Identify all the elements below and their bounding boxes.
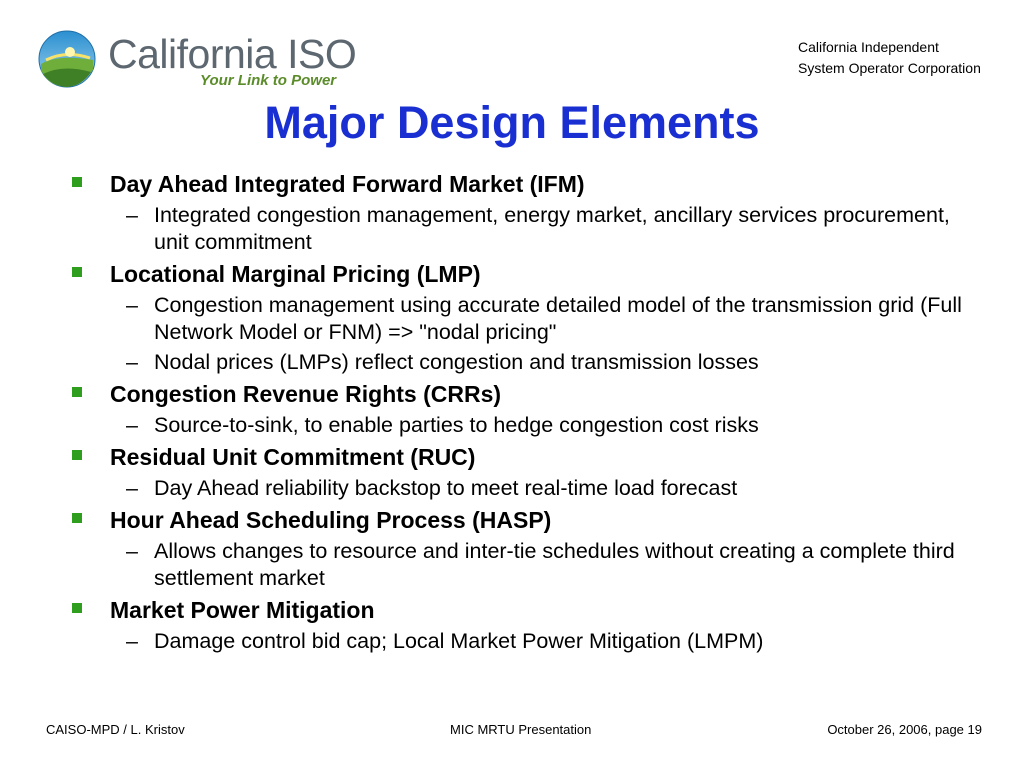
bullet-text: Congestion Revenue Rights (CRRs) (110, 381, 502, 407)
corporation-name (798, 37, 998, 79)
slide-title: Major Design Elements (264, 97, 760, 148)
bullet-item (70, 259, 970, 289)
dash-icon: – (126, 539, 138, 563)
california-iso-logo (38, 30, 357, 92)
bullet-text: Hour Ahead Scheduling Process (HASP) (110, 507, 552, 533)
square-bullet-icon (72, 603, 82, 613)
square-bullet-icon (72, 177, 82, 187)
sub-bullet-text: Day Ahead reliability backstop to meet real-time load forecast (154, 476, 738, 500)
footer-date-page: October 26, 2006, page 19 (827, 722, 982, 737)
square-bullet-icon (72, 387, 82, 397)
footer-presentation: MIC MRTU Presentation (450, 722, 592, 737)
bullet-item (70, 442, 970, 472)
sub-bullet-item (70, 292, 970, 346)
sub-bullet-item (70, 349, 970, 376)
footer-author: CAISO-MPD / L. Kristov (46, 722, 185, 737)
sub-bullet-text: Damage control bid cap; Local Market Power Mitigation (LMPM) (154, 629, 764, 653)
bullet-text: Locational Marginal Pricing (LMP) (110, 261, 481, 287)
dash-icon: – (126, 413, 138, 437)
logo-tagline: Your Link to Power (200, 72, 337, 89)
corporation-line-1: California Independent (798, 39, 939, 55)
dash-icon: – (126, 476, 138, 500)
bullet-item (70, 595, 970, 625)
corporation-line-2: System Operator Corporation (798, 60, 981, 76)
sub-bullet-item (70, 628, 970, 655)
sub-bullet-item (70, 475, 970, 502)
sub-bullet-item (70, 538, 970, 592)
dash-icon: – (126, 629, 138, 653)
square-bullet-icon (72, 513, 82, 523)
bullet-list (70, 166, 970, 655)
sub-bullet-text: Nodal prices (LMPs) reflect congestion and transmission losses (154, 350, 759, 374)
dash-icon: – (126, 293, 138, 317)
sub-bullet-text: Source-to-sink, to enable parties to hedge congestion cost risks (154, 413, 759, 437)
bullet-text: Day Ahead Integrated Forward Market (IFM) (110, 171, 585, 197)
sub-bullet-item (70, 202, 970, 256)
dash-icon: – (126, 203, 138, 227)
globe-logo-icon (38, 30, 96, 88)
bullet-item (70, 169, 970, 199)
square-bullet-icon (72, 267, 82, 277)
bullet-text: Market Power Mitigation (110, 597, 375, 623)
sub-bullet-item (70, 412, 970, 439)
logo-name: California ISO (108, 31, 357, 77)
sub-bullet-text: Allows changes to resource and inter-tie schedules without creating a complete third settlement market (154, 539, 955, 590)
sub-bullet-text: Integrated congestion management, energy market, ancillary services procurement, unit commitment (154, 203, 950, 254)
square-bullet-icon (72, 450, 82, 460)
sub-bullet-text: Congestion management using accurate detailed model of the transmission grid (Full Network Model or FNM) => "nodal pricing" (154, 293, 962, 344)
bullet-text: Residual Unit Commitment (RUC) (110, 444, 476, 470)
bullet-item (70, 379, 970, 409)
dash-icon: – (126, 350, 138, 374)
bullet-item (70, 505, 970, 535)
